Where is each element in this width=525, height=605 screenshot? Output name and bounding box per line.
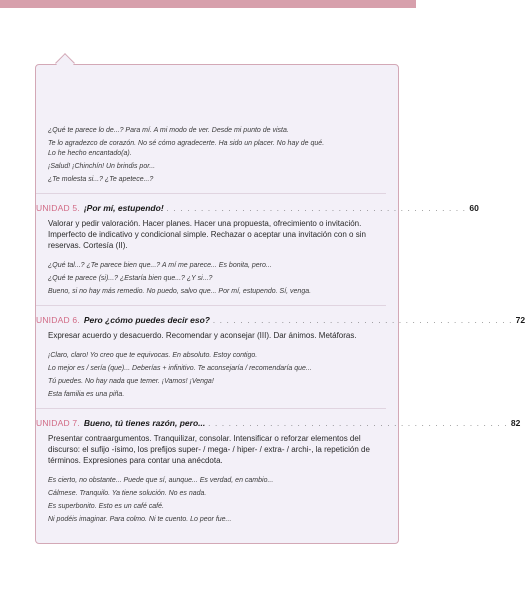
unit-description: Presentar contraargumentos. Tranquilizar, consolar. Intensificar o reforzar elementos del discurso: el sufijo -ísimo, los prefijos super- / mega- / hiper- / extra- / archi-, la repetición de términos. Expresiones para contar una anécdota. xyxy=(48,434,370,465)
example-line: Es superbonito. Esto es un café café. xyxy=(48,503,164,510)
unit-label: UNIDAD 5. xyxy=(36,203,80,213)
divider xyxy=(36,408,386,409)
example-line: ¿Te molesta si...? ¿Te apetece...? xyxy=(48,176,154,183)
example-line: ¿Qué te parece lo de...? Para mí. A mi modo de ver. Desde mi punto de vista. xyxy=(48,127,289,134)
table-of-contents xyxy=(36,126,525,528)
unit-description: Expresar acuerdo y desacuerdo. Recomendar y aconsejar (III). Dar ánimos. Metáforas. xyxy=(48,331,357,340)
leader-dots: . . . . . . . . . . . . . . . . . . . . . . . . . . . . . . . . . . . . . . . . . . . . xyxy=(208,421,508,428)
unit-heading[interactable] xyxy=(36,314,525,328)
unit-label: UNIDAD 6. xyxy=(36,315,80,325)
unit-title: Pero ¿cómo puedes decir eso? xyxy=(83,315,210,325)
unit-label: UNIDAD 7. xyxy=(36,418,80,428)
unit-heading[interactable] xyxy=(36,202,479,216)
top-border xyxy=(0,0,416,8)
example-line: Tú puedes. No hay nada que temer. ¡Vamos! ¡Venga! xyxy=(48,378,214,385)
example-line: Te lo agradezco de corazón. No sé cómo agradecerte. Ha sido un placer. No hay de qué. xyxy=(48,140,325,147)
example-line: ¿Qué te parece (si)...? ¿Estaría bien que...? ¿Y si...? xyxy=(48,275,213,282)
unit-6 xyxy=(36,314,525,400)
unit-title: ¡Por mí, estupendo! xyxy=(83,203,164,213)
leader-dots: . . . . . . . . . . . . . . . . . . . . . . . . . . . . . . . . . . . . . . . . . . . . xyxy=(166,206,467,213)
unit-5 xyxy=(36,202,479,297)
example-line: Lo mejor es / sería (que)... Deberías + infinitivo. Te aconsejaría / recomendaría que... xyxy=(48,365,312,372)
intro-examples xyxy=(48,126,384,185)
example-line: ¿Qué tal...? ¿Te parece bien que...? A mí me parece... Es bonita, pero... xyxy=(48,262,272,269)
unit-description: Valorar y pedir valoración. Hacer planes. Hacer una propuesta, ofrecimiento o invitación. Imperfecto de indicativo y condicional simple. Rechazar o aceptar una invitación con o sin reservas. Cortesía (II). xyxy=(48,219,366,250)
example-line: Esta familia es una piña. xyxy=(48,391,125,398)
unit-heading[interactable] xyxy=(36,417,521,431)
leader-dots: . . . . . . . . . . . . . . . . . . . . . . . . . . . . . . . . . . . . . . . . . . . . xyxy=(212,318,513,325)
example-line: Bueno, si no hay más remedio. No puedo, salvo que... Por mí, estupendo. Sí, venga. xyxy=(48,288,312,295)
divider xyxy=(36,193,386,194)
page-number: 72 xyxy=(515,315,525,325)
page-number: 82 xyxy=(510,418,521,428)
example-line: Ni podéis imaginar. Para colmo. Ni te cuento. Lo peor fue... xyxy=(48,516,232,523)
unit-title: Bueno, tú tienes razón, pero... xyxy=(83,418,206,428)
unit-7 xyxy=(36,417,521,525)
example-line: Cálmese. Tranquilo. Ya tiene solución. No es nada. xyxy=(48,490,207,497)
example-line: ¡Claro, claro! Yo creo que te equivocas. En absoluto. Estoy contigo. xyxy=(48,352,258,359)
divider xyxy=(36,305,386,306)
example-line: ¡Salud! ¡Chinchín! Un brindis por... xyxy=(48,163,156,170)
example-line: Lo he hecho encantado(a). xyxy=(48,150,132,157)
example-line: Es cierto, no obstante... Puede que sí, aunque... Es verdad, en cambio... xyxy=(48,477,274,484)
page-number: 60 xyxy=(469,203,479,213)
